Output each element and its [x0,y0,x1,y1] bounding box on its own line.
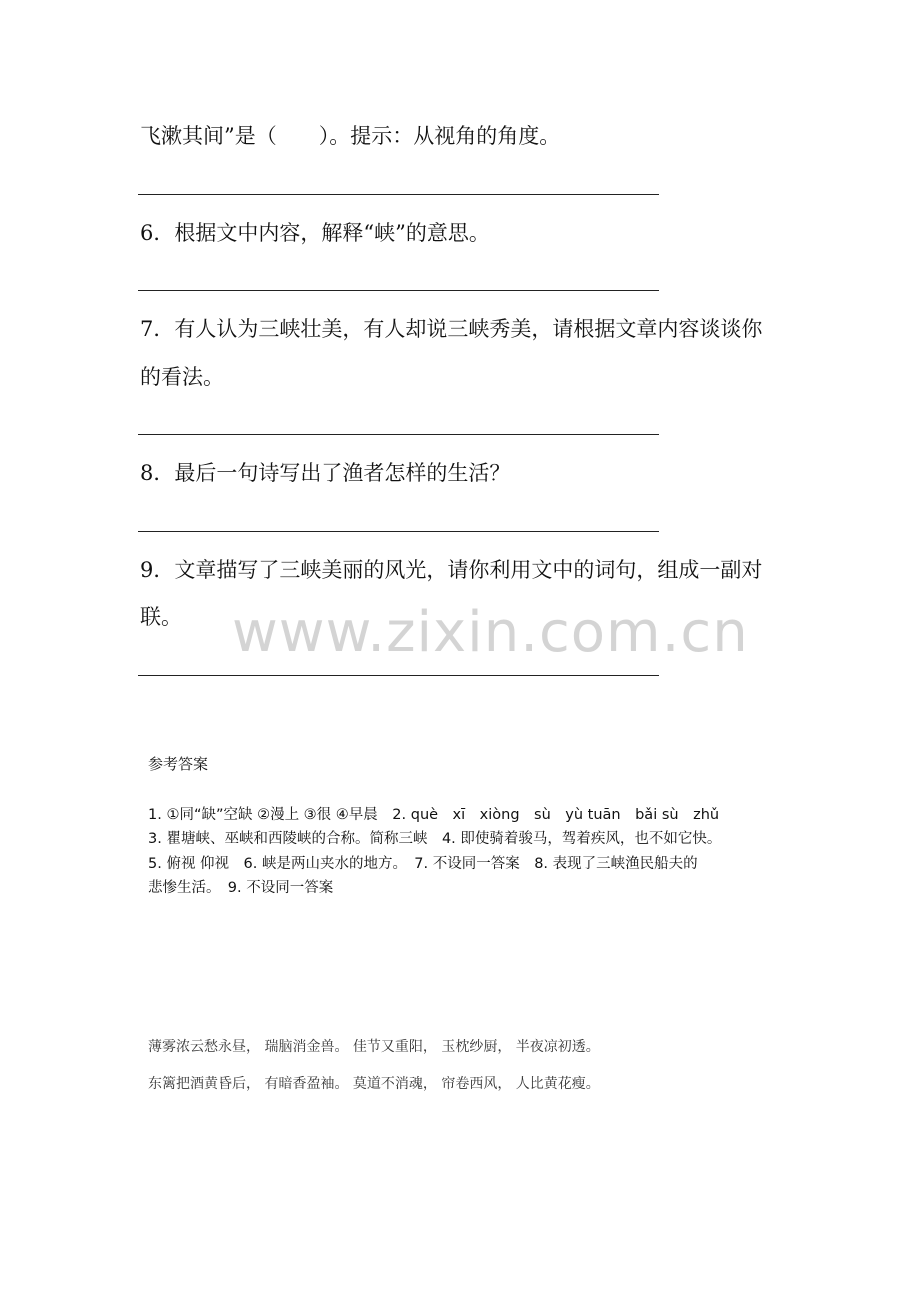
question-9-line-1: 9．文章描写了三峡美丽的风光，请你利用文中的词句，组成一副对 [140,558,763,582]
answer-line-7 [138,434,659,435]
answer-line: 5. 俯视 仰视 6. 峡是两山夹水的地方。 7. 不设同一答案 8. 表现了三峡渔民船夫的 [148,856,698,872]
poem-line-1: 薄雾浓云愁永昼， 瑞脑消金兽。 佳节又重阳， 玉枕纱厨， 半夜凉初透。 [148,1039,600,1055]
question-5-tail: 飞漱其间”是（ ）。提示：从视角的角度。 [140,124,561,148]
answers-title: 参考答案 [148,755,209,773]
answer-line: 悲惨生活。 9. 不设同一答案 [148,880,334,896]
answer-line: 3. 瞿塘峡、巫峡和西陵峡的合称。简称三峡 4. 即使骑着骏马，驾着疾风，也不如它快。 [148,831,722,847]
question-7-line-1: 7．有人认为三峡壮美，有人却说三峡秀美，请根据文章内容谈谈你 [140,317,763,341]
answer-line-8 [138,531,659,532]
answer-line-5 [138,194,659,195]
watermark: www.zixin.com.cn [232,600,749,665]
answer-line: 1. ①同“缺”空缺 ②漫上 ③很 ④早晨 2. què xī xiòng sù yù tuān bǎi sù zhǔ [148,807,720,823]
answer-line-6 [138,290,659,291]
question-9-line-2: 联。 [140,605,182,629]
question-8: 8．最后一句诗写出了渔者怎样的生活？ [140,461,511,485]
answer-line-9 [138,675,659,676]
poem-line-2: 东篱把酒黄昏后， 有暗香盈袖。 莫道不消魂， 帘卷西风， 人比黄花瘦。 [148,1076,600,1092]
question-7-line-2: 的看法。 [140,365,224,389]
question-6: 6．根据文中内容，解释“峡”的意思。 [140,221,490,245]
